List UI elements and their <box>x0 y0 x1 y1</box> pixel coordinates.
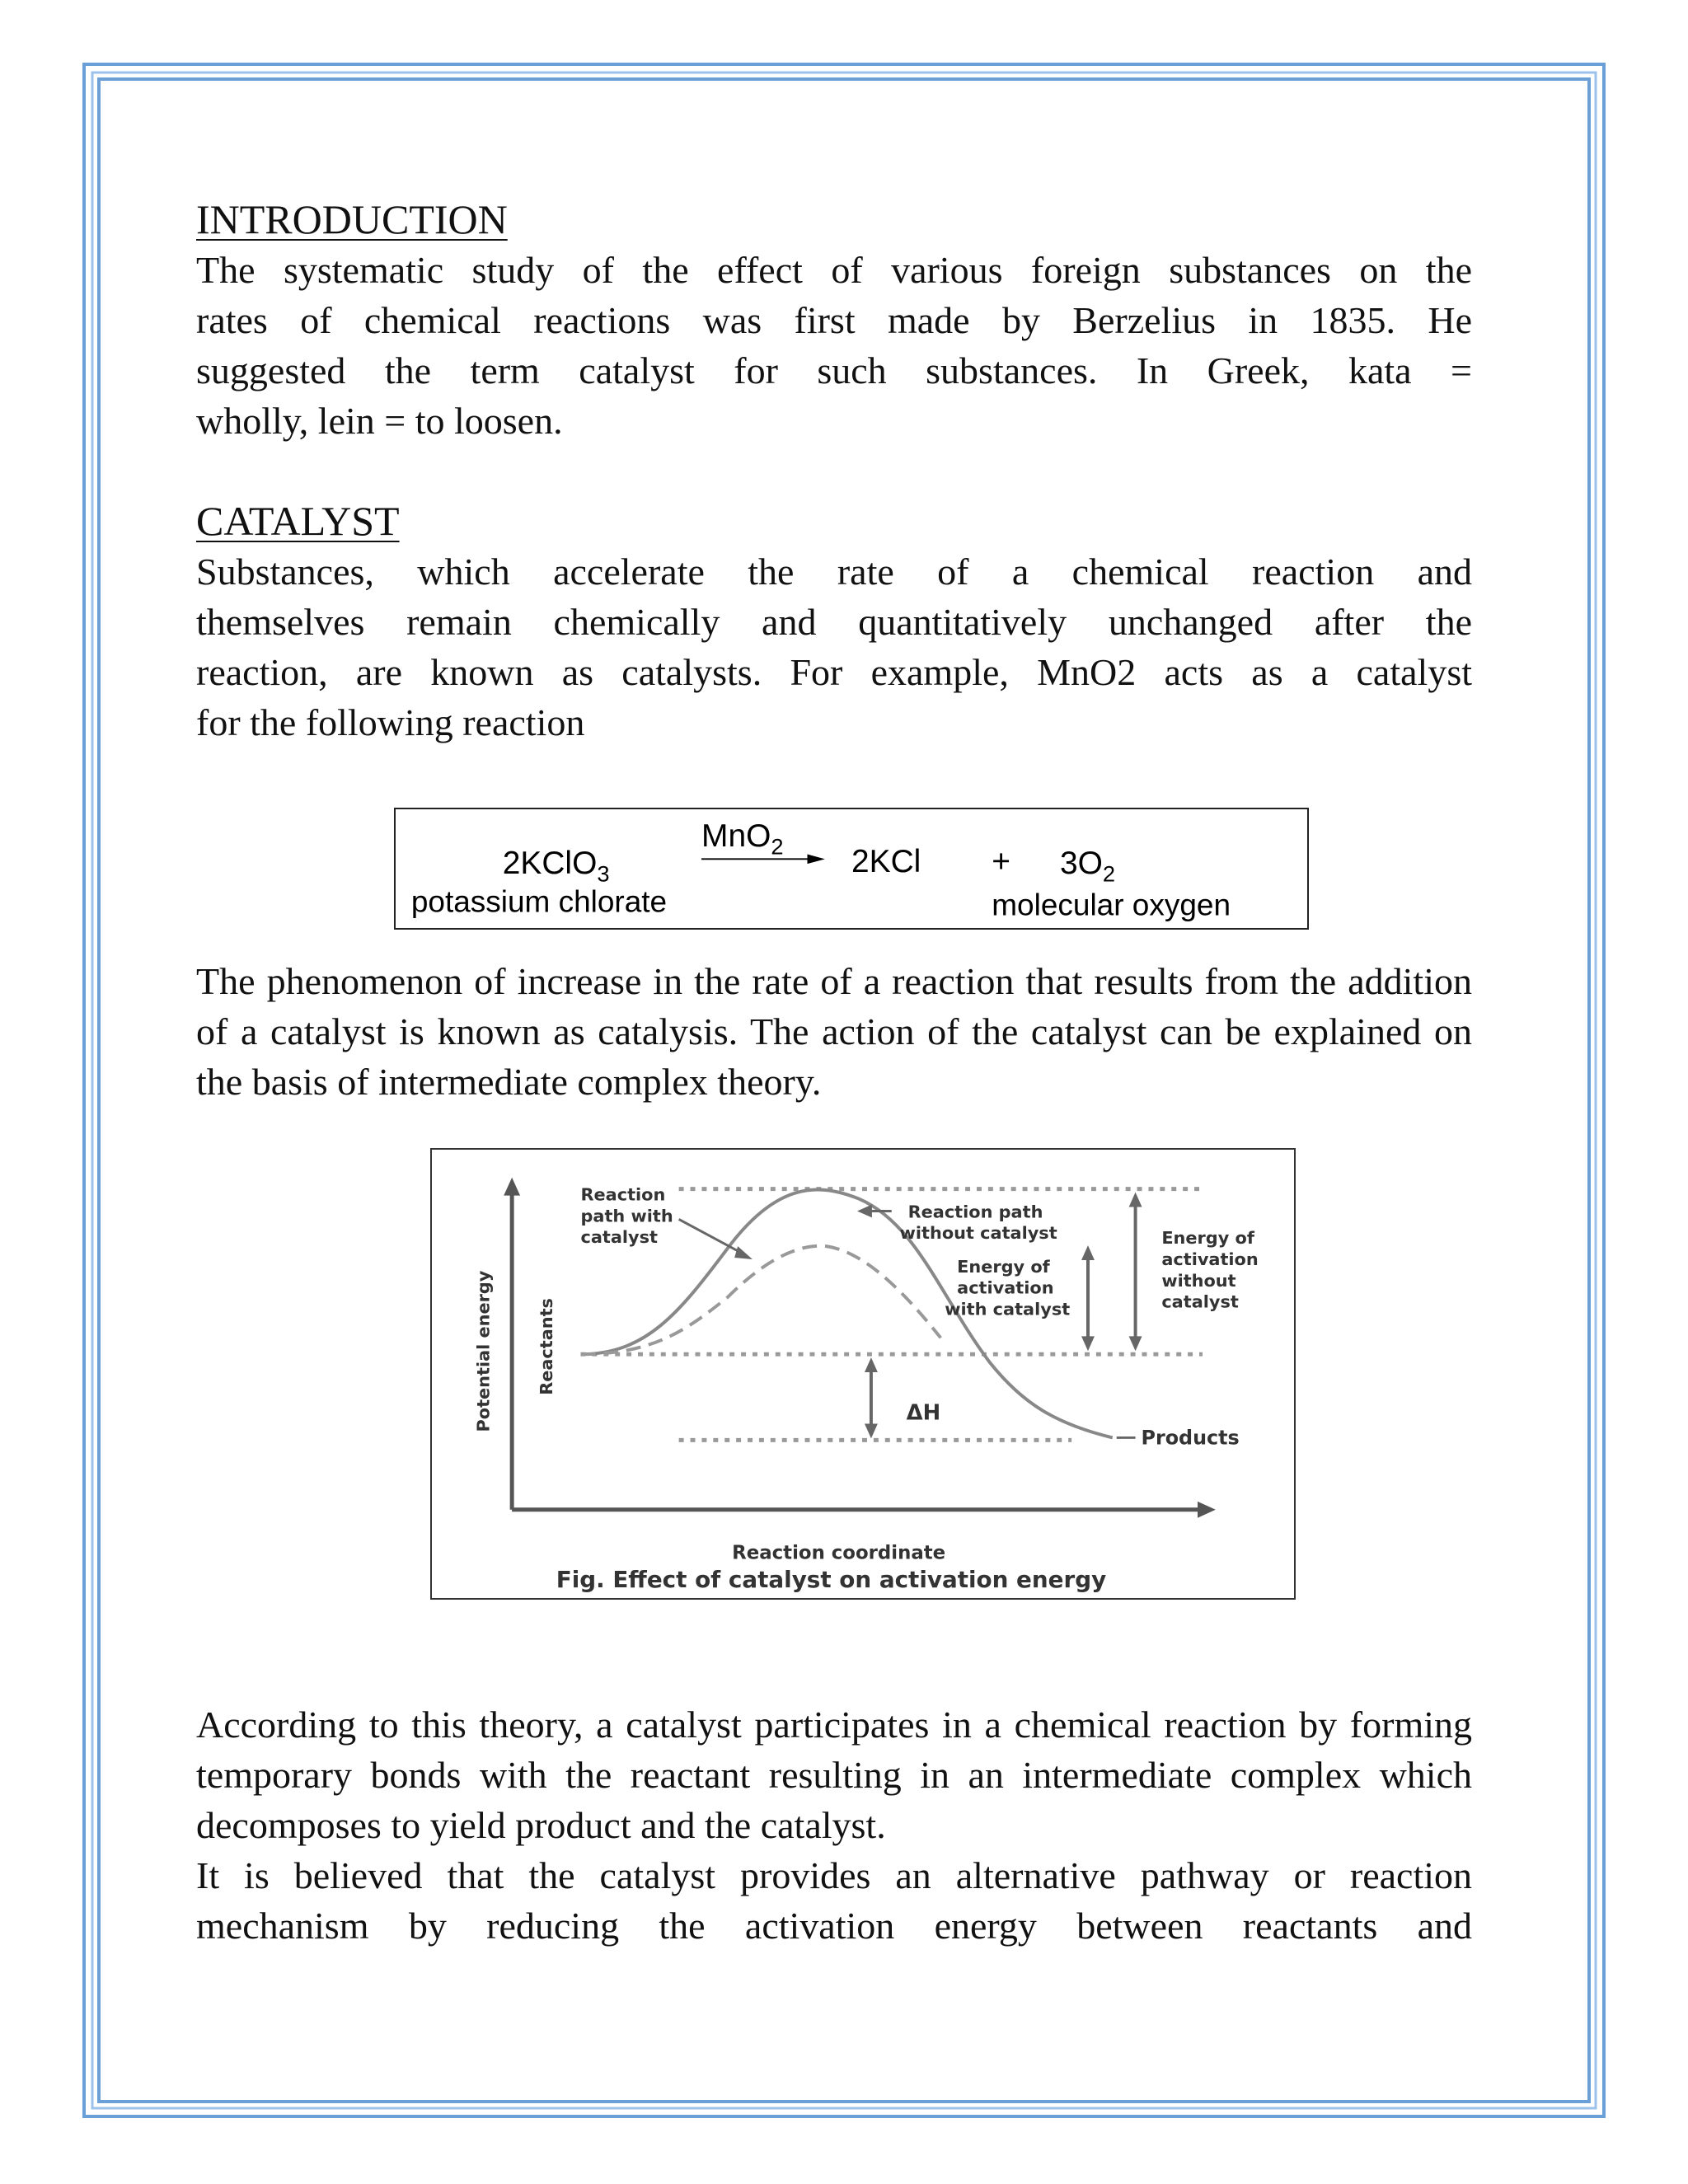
reaction-equation <box>394 808 1309 930</box>
uncatalysed-path-label-2: without catalyst <box>899 1223 1057 1244</box>
catalyst-path-label-3: catalyst <box>580 1227 659 1248</box>
theory-paragraph-2: It is believed that the catalyst provides an alternative pathway or reaction mechanism by reducing the activation energy between reactants and <box>196 1854 1472 1947</box>
theory-paragraph-1: According to this theory, a catalyst participates in a chemical reaction by forming temporary bonds with the reactant resulting in an intermediate complex which decomposes to yield product and the catalyst. <box>196 1704 1472 1846</box>
ea-without-label-1: Energy of <box>1161 1228 1254 1249</box>
intro-line-3: suggested the term catalyst for such substances. In Greek, kata = <box>196 349 1472 391</box>
ea-with-label-2: activation <box>957 1277 1054 1298</box>
ea-with-label-3: with catalyst <box>945 1299 1071 1319</box>
catalyst-line-1: Substances, which accelerate the rate of a chemical reaction and <box>196 551 1472 593</box>
product-name: molecular oxygen <box>992 888 1231 922</box>
arrow-head <box>807 854 824 864</box>
reactant-name: potassium chlorate <box>410 884 668 919</box>
catalyst-heading: CATALYST <box>196 498 400 544</box>
catalyst-path-label-2: path with <box>580 1206 673 1226</box>
delta-h-label: ΔH <box>906 1400 941 1426</box>
equation-reactant: 2KClO$_3$ <box>502 845 610 887</box>
equation-product-2: $3O_2$ <box>1059 845 1116 887</box>
ea-with-label-1: Energy of <box>957 1256 1050 1277</box>
y-axis-label: Potential energy <box>473 1270 494 1432</box>
theory-section <box>196 1699 1472 1951</box>
y-axis-arrow <box>504 1178 520 1196</box>
introduction-heading: INTRODUCTION <box>196 196 508 242</box>
products-label: Products <box>1141 1426 1240 1450</box>
equation-product-1: 2KCl <box>851 843 921 879</box>
reactants-label: Reactants <box>536 1298 556 1395</box>
catalyst-line-4: for the following reaction <box>196 701 585 743</box>
intro-line-4: wholly, lein = to loosen. <box>196 400 563 442</box>
catalyst-path-pointer <box>679 1219 744 1254</box>
intro-section <box>196 194 1472 748</box>
ea-without-label-3: without <box>1161 1270 1236 1291</box>
ea-without-label-2: activation <box>1161 1249 1259 1269</box>
x-axis-label: Reaction coordinate <box>732 1542 946 1564</box>
uncatalysed-path-label-1: Reaction path <box>907 1202 1043 1222</box>
equation-catalyst: MnO$_2$ <box>701 818 784 860</box>
catalysed-path <box>581 1246 941 1354</box>
figure-caption: Fig. Effect of catalyst on activation energy <box>556 1566 1107 1594</box>
catalyst-line-2: themselves remain chemically and quantitatively unchanged after the <box>196 601 1472 643</box>
catalysis-paragraph: The phenomenon of increase in the rate of a reaction that results from the addition of a catalyst is known as catalysis. The action of the catalyst can be explained on the basis of intermediate complex theory. <box>196 960 1472 1103</box>
activation-energy-figure <box>430 1148 1296 1600</box>
ea-without-label-4: catalyst <box>1161 1291 1239 1312</box>
catalyst-path-label-1: Reaction <box>580 1184 666 1205</box>
intro-line-1: The systematic study of the effect of various foreign substances on the <box>196 249 1472 291</box>
catalysis-section <box>196 956 1472 1107</box>
x-axis-arrow <box>1198 1502 1216 1518</box>
catalyst-line-3: reaction, are known as catalysts. For example, MnO2 acts as a catalyst <box>196 651 1472 693</box>
equation-plus: + <box>992 843 1011 879</box>
intro-line-2: rates of chemical reactions was first made by Berzelius in 1835. He <box>196 299 1472 341</box>
